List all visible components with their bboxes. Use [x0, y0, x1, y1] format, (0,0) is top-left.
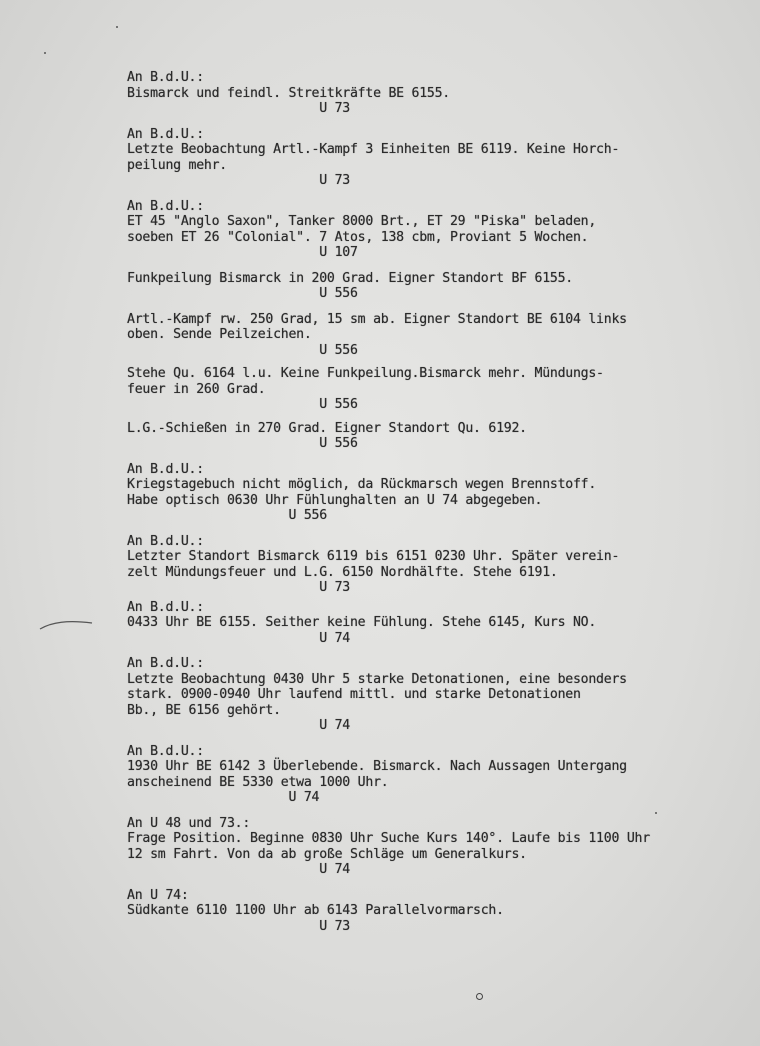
message-1	[127, 70, 747, 117]
message-line: An B.d.U.:	[127, 198, 204, 214]
message-14	[127, 888, 747, 935]
message-line: feuer in 260 Grad.	[127, 381, 266, 397]
message-line: Südkante 6110 1100 Uhr ab 6143 Parallelvormarsch.	[127, 903, 504, 918]
small-circle-mark	[476, 993, 483, 1000]
message-line: stark. 0900-0940 Uhr laufend mittl. und starke Detonationen	[127, 687, 581, 702]
message-line: Letzter Standort Bismarck 6119 bis 6151 0230 Uhr. Später verein-	[127, 549, 620, 564]
message-line: oben. Sende Peilzeichen.	[127, 327, 312, 342]
message-13	[127, 816, 747, 878]
message-signature: U 107	[127, 245, 358, 260]
message-5	[127, 312, 747, 359]
message-signature: U 73	[127, 918, 350, 934]
message-line: An B.d.U.:	[127, 599, 204, 615]
message-signature: U 556	[127, 286, 358, 301]
message-signature: U 74	[127, 630, 350, 646]
message-10	[127, 600, 747, 647]
message-7	[127, 421, 747, 452]
message-line: Kriegstagebuch nicht möglich, da Rückmarsch wegen Brennstoff.	[127, 477, 597, 492]
message-line: Funkpeilung Bismarck in 200 Grad. Eigner Standort BF 6155.	[127, 270, 573, 286]
message-line: An U 74:	[127, 887, 189, 903]
message-line: Letzte Beobachtung 0430 Uhr 5 starke Detonationen, eine besonders	[127, 671, 627, 687]
message-line: An B.d.U.:	[127, 656, 204, 671]
message-signature: U 73	[127, 173, 350, 188]
pencil-stroke-mark	[38, 618, 94, 632]
message-line: soeben ET 26 "Colonial". 7 Atos, 138 cbm, Proviant 5 Wochen.	[127, 229, 589, 245]
message-3	[127, 199, 747, 261]
paper-speck	[116, 26, 118, 28]
message-line: zelt Mündungsfeuer und L.G. 6150 Nordhälfte. Stehe 6191.	[127, 564, 558, 580]
message-signature: U 556	[127, 397, 358, 412]
message-line: Bb., BE 6156 gehört.	[127, 702, 281, 718]
message-line: peilung mehr.	[127, 157, 227, 173]
paper-speck	[44, 52, 46, 54]
message-12	[127, 744, 747, 806]
message-line: Stehe Qu. 6164 l.u. Keine Funkpeilung.Bismarck mehr. Mündungs-	[127, 366, 604, 381]
message-signature: U 556	[127, 508, 327, 523]
message-2	[127, 127, 747, 189]
message-signature: U 556	[127, 342, 358, 358]
message-line: An B.d.U.:	[127, 126, 204, 142]
message-signature: U 74	[127, 862, 350, 877]
message-signature: U 73	[127, 580, 350, 595]
message-line: An U 48 und 73.:	[127, 815, 251, 831]
message-signature: U 74	[127, 718, 350, 733]
message-line: Habe optisch 0630 Uhr Fühlunghalten an U 74 abgegeben.	[127, 492, 543, 508]
message-line: An B.d.U.:	[127, 533, 204, 549]
message-line: Bismarck und feindl. Streitkräfte BE 6155.	[127, 85, 450, 101]
message-line: Artl.-Kampf rw. 250 Grad, 15 sm ab. Eigner Standort BE 6104 links	[127, 311, 627, 327]
message-line: L.G.-Schießen in 270 Grad. Eigner Standort Qu. 6192.	[127, 420, 527, 436]
message-signature: U 73	[127, 101, 350, 116]
message-line: 12 sm Fahrt. Von da ab große Schläge um Generalkurs.	[127, 846, 527, 862]
message-line: 0433 Uhr BE 6155. Seither keine Fühlung. Stehe 6145, Kurs NO.	[127, 615, 597, 630]
message-8	[127, 462, 747, 524]
message-line: An B.d.U.:	[127, 743, 204, 759]
message-4	[127, 271, 747, 302]
typed-message-log	[127, 70, 747, 934]
message-line: Frage Position. Beginne 0830 Uhr Suche Kurs 140°. Laufe bis 1100 Uhr	[127, 831, 650, 846]
message-line: An B.d.U.:	[127, 461, 204, 477]
message-signature: U 556	[127, 436, 358, 451]
message-line: An B.d.U.:	[127, 70, 204, 85]
message-line: Letzte Beobachtung Artl.-Kampf 3 Einheiten BE 6119. Keine Horch-	[127, 142, 620, 157]
message-line: anscheinend BE 5330 etwa 1000 Uhr.	[127, 774, 389, 790]
message-line: 1930 Uhr BE 6142 3 Überlebende. Bismarck. Nach Aussagen Untergang	[127, 759, 627, 774]
message-11	[127, 656, 747, 734]
paper-speck	[655, 812, 657, 814]
message-signature: U 74	[127, 790, 320, 805]
message-line: ET 45 "Anglo Saxon", Tanker 8000 Brt., ET 29 "Piska" beladen,	[127, 214, 597, 229]
message-6	[127, 366, 747, 413]
message-9	[127, 534, 747, 596]
